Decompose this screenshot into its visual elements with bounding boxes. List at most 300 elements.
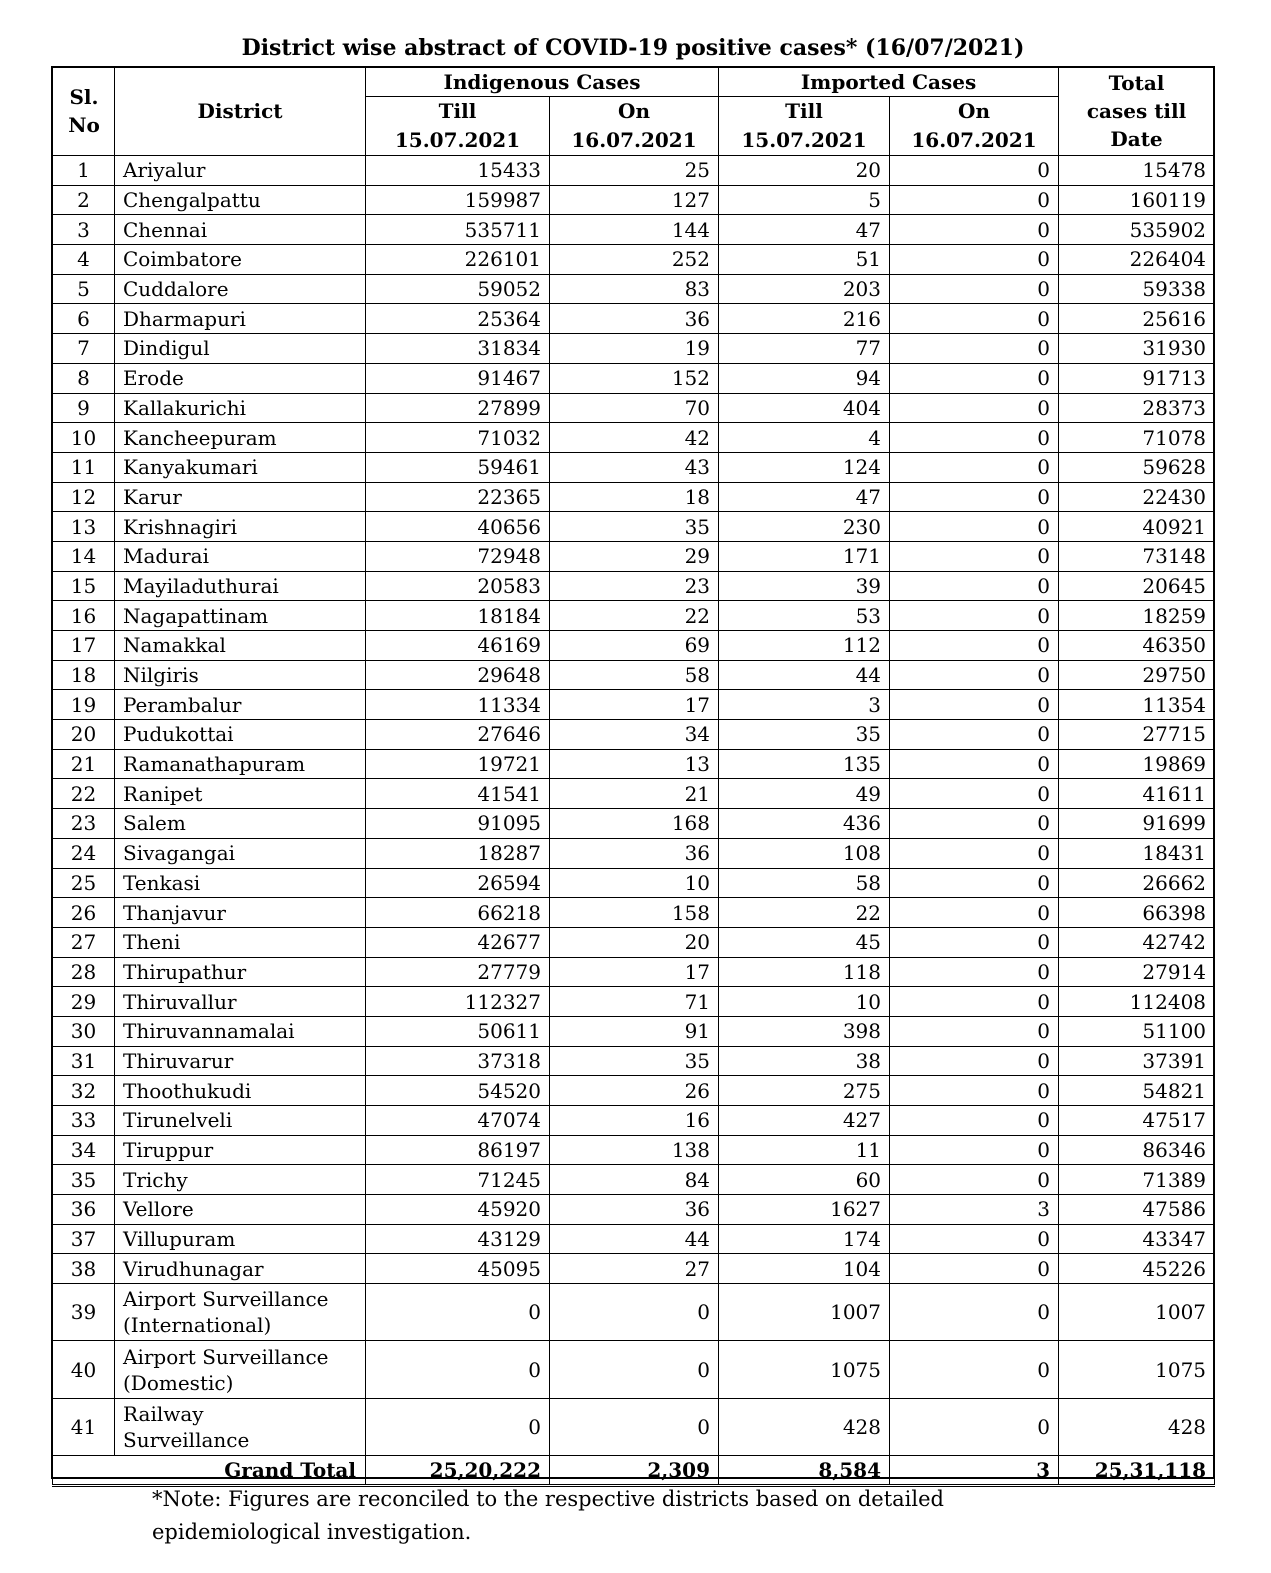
cell-indigenous-on: 83	[550, 274, 719, 304]
cell-total: 160119	[1059, 185, 1215, 215]
grand-total-total: 25,31,118	[1059, 1456, 1215, 1486]
cell-sno: 15	[53, 571, 115, 601]
table-row	[53, 334, 1215, 364]
cell-imported-on: 0	[890, 304, 1059, 334]
cell-indigenous-on: 27	[550, 1254, 719, 1284]
cell-indigenous-on: 22	[550, 601, 719, 631]
cell-indigenous-till: 15433	[366, 156, 550, 186]
grand-total-indigenous-till: 25,20,222	[366, 1456, 550, 1486]
cell-imported-till: 1007	[719, 1284, 890, 1341]
cell-total: 25616	[1059, 304, 1215, 334]
cell-district: Ranipet	[115, 779, 366, 809]
header-district: District	[115, 67, 366, 156]
cell-indigenous-on: 168	[550, 809, 719, 839]
cell-indigenous-till: 71245	[366, 1165, 550, 1195]
cell-indigenous-till: 159987	[366, 185, 550, 215]
table-row	[53, 185, 1215, 215]
cell-total: 18431	[1059, 838, 1215, 868]
cell-indigenous-on: 84	[550, 1165, 719, 1195]
cell-imported-till: 3	[719, 690, 890, 720]
cell-indigenous-till: 46169	[366, 631, 550, 661]
cell-sno: 25	[53, 868, 115, 898]
cell-imported-till: 45	[719, 927, 890, 957]
cell-imported-till: 53	[719, 601, 890, 631]
table-row	[53, 1341, 1215, 1398]
cell-total: 112408	[1059, 987, 1215, 1017]
cell-imported-on: 0	[890, 1224, 1059, 1254]
page-title: District wise abstract of COVID-19 positive cases* (16/07/2021)	[241, 35, 1025, 61]
cell-sno: 39	[53, 1284, 115, 1341]
cell-indigenous-till: 22365	[366, 482, 550, 512]
cell-indigenous-till: 20583	[366, 571, 550, 601]
cell-total: 71389	[1059, 1165, 1215, 1195]
cell-total: 86346	[1059, 1135, 1215, 1165]
district-line-1: Airport Surveillance	[123, 1344, 329, 1369]
table-row	[53, 987, 1215, 1017]
cell-total: 27914	[1059, 957, 1215, 987]
table-row	[53, 660, 1215, 690]
cell-indigenous-till: 26594	[366, 868, 550, 898]
table-row	[53, 720, 1215, 750]
cell-sno: 6	[53, 304, 115, 334]
cell-district: Villupuram	[115, 1224, 366, 1254]
cell-imported-till: 404	[719, 393, 890, 423]
cell-imported-till: 216	[719, 304, 890, 334]
cell-imported-on: 0	[890, 868, 1059, 898]
cell-total: 45226	[1059, 1254, 1215, 1284]
cell-total: 26662	[1059, 868, 1215, 898]
cell-total: 20645	[1059, 571, 1215, 601]
cell-district: Dindigul	[115, 334, 366, 364]
table-row	[53, 927, 1215, 957]
cell-total: 11354	[1059, 690, 1215, 720]
header-total	[1059, 67, 1215, 156]
table-row	[53, 571, 1215, 601]
cell-district: Kanyakumari	[115, 452, 366, 482]
cell-indigenous-on: 18	[550, 482, 719, 512]
cell-imported-on: 0	[890, 1135, 1059, 1165]
cell-district: Pudukottai	[115, 720, 366, 750]
cell-total: 15478	[1059, 156, 1215, 186]
cell-district: Ariyalur	[115, 156, 366, 186]
cell-imported-on: 0	[890, 185, 1059, 215]
cell-indigenous-till: 226101	[366, 245, 550, 275]
cell-imported-on: 0	[890, 720, 1059, 750]
cell-sno: 22	[53, 779, 115, 809]
cell-indigenous-till: 27899	[366, 393, 550, 423]
cell-indigenous-on: 127	[550, 185, 719, 215]
cell-indigenous-till: 27646	[366, 720, 550, 750]
header-imported: Imported Cases	[719, 67, 1059, 97]
cell-imported-till: 124	[719, 452, 890, 482]
cell-total: 59628	[1059, 452, 1215, 482]
cell-imported-till: 428	[719, 1398, 890, 1455]
grand-total-imported-on: 3	[890, 1456, 1059, 1486]
cell-imported-till: 4	[719, 423, 890, 453]
cell-indigenous-till: 11334	[366, 690, 550, 720]
table-row	[53, 156, 1215, 186]
cell-district: Thoothukudi	[115, 1076, 366, 1106]
cell-indigenous-on: 10	[550, 868, 719, 898]
cell-imported-on: 0	[890, 1398, 1059, 1455]
cell-district: Dharmapuri	[115, 304, 366, 334]
cell-district: Erode	[115, 363, 366, 393]
table-row	[53, 1224, 1215, 1254]
cell-total: 37391	[1059, 1046, 1215, 1076]
header-imp-on-date: 16.07.2021	[890, 125, 1059, 156]
cell-indigenous-on: 23	[550, 571, 719, 601]
cell-imported-till: 108	[719, 838, 890, 868]
cell-indigenous-till: 50611	[366, 1016, 550, 1046]
cell-district	[115, 1284, 366, 1341]
cell-total: 51100	[1059, 1016, 1215, 1046]
table-row	[53, 363, 1215, 393]
cell-indigenous-till: 40656	[366, 512, 550, 542]
cell-sno: 32	[53, 1076, 115, 1106]
cell-sno: 18	[53, 660, 115, 690]
header-sno	[53, 67, 115, 156]
header-ind-on-date: 16.07.2021	[550, 125, 719, 156]
cell-sno: 35	[53, 1165, 115, 1195]
cell-total: 46350	[1059, 631, 1215, 661]
cell-imported-on: 0	[890, 482, 1059, 512]
cell-imported-on: 0	[890, 809, 1059, 839]
grand-total-label: Grand Total	[53, 1456, 366, 1486]
cell-imported-till: 275	[719, 1076, 890, 1106]
cell-total: 66398	[1059, 898, 1215, 928]
cell-sno: 12	[53, 482, 115, 512]
cell-indigenous-till: 47074	[366, 1106, 550, 1136]
cell-imported-on: 3	[890, 1195, 1059, 1225]
table-row	[53, 452, 1215, 482]
cell-sno: 3	[53, 215, 115, 245]
cell-imported-on: 0	[890, 957, 1059, 987]
cell-indigenous-till: 41541	[366, 779, 550, 809]
table-row	[53, 749, 1215, 779]
cell-imported-on: 0	[890, 1165, 1059, 1195]
table-row	[53, 631, 1215, 661]
cell-imported-on: 0	[890, 1284, 1059, 1341]
table-body	[53, 156, 1215, 1486]
header-ind-till-date: 15.07.2021	[366, 125, 550, 156]
cell-indigenous-on: 0	[550, 1341, 719, 1398]
table-row	[53, 423, 1215, 453]
cell-indigenous-till: 91095	[366, 809, 550, 839]
table-row	[53, 304, 1215, 334]
cell-total: 535902	[1059, 215, 1215, 245]
cell-sno: 41	[53, 1398, 115, 1455]
table-row	[53, 1284, 1215, 1341]
table-row	[53, 690, 1215, 720]
cell-district: Thiruvallur	[115, 987, 366, 1017]
table-row	[53, 898, 1215, 928]
cell-total: 91713	[1059, 363, 1215, 393]
cell-total: 1075	[1059, 1341, 1215, 1398]
cell-total: 1007	[1059, 1284, 1215, 1341]
cell-sno: 7	[53, 334, 115, 364]
cell-imported-till: 1627	[719, 1195, 890, 1225]
cell-indigenous-till: 0	[366, 1284, 550, 1341]
cell-total: 54821	[1059, 1076, 1215, 1106]
cell-total: 41611	[1059, 779, 1215, 809]
cell-indigenous-till: 25364	[366, 304, 550, 334]
cell-district: Theni	[115, 927, 366, 957]
cell-district: Nagapattinam	[115, 601, 366, 631]
cell-indigenous-till: 66218	[366, 898, 550, 928]
cell-indigenous-on: 25	[550, 156, 719, 186]
header-ind-till: Till	[366, 97, 550, 125]
cell-indigenous-on: 29	[550, 541, 719, 571]
cell-indigenous-on: 17	[550, 690, 719, 720]
cell-imported-on: 0	[890, 156, 1059, 186]
cell-indigenous-on: 19	[550, 334, 719, 364]
cell-indigenous-till: 37318	[366, 1046, 550, 1076]
cell-district: Tirunelveli	[115, 1106, 366, 1136]
cell-indigenous-on: 71	[550, 987, 719, 1017]
cell-imported-on: 0	[890, 1254, 1059, 1284]
cell-imported-till: 47	[719, 482, 890, 512]
table-row	[53, 1254, 1215, 1284]
cell-imported-till: 436	[719, 809, 890, 839]
cell-imported-till: 174	[719, 1224, 890, 1254]
cell-indigenous-till: 31834	[366, 334, 550, 364]
cell-sno: 16	[53, 601, 115, 631]
table-row	[53, 601, 1215, 631]
grand-total-imported-till: 8,584	[719, 1456, 890, 1486]
cell-indigenous-till: 29648	[366, 660, 550, 690]
district-line-1: Airport Surveillance	[123, 1287, 329, 1312]
cell-indigenous-on: 20	[550, 927, 719, 957]
cell-imported-on: 0	[890, 601, 1059, 631]
cell-sno: 24	[53, 838, 115, 868]
cell-indigenous-on: 252	[550, 245, 719, 275]
cell-district: Krishnagiri	[115, 512, 366, 542]
cell-indigenous-on: 152	[550, 363, 719, 393]
cell-district: Kancheepuram	[115, 423, 366, 453]
cell-imported-on: 0	[890, 452, 1059, 482]
cell-indigenous-till: 45920	[366, 1195, 550, 1225]
cell-sno: 38	[53, 1254, 115, 1284]
cell-total: 47517	[1059, 1106, 1215, 1136]
cell-imported-till: 1075	[719, 1341, 890, 1398]
grand-total-indigenous-on: 2,309	[550, 1456, 719, 1486]
header-imp-till-date: 15.07.2021	[719, 125, 890, 156]
cell-total: 428	[1059, 1398, 1215, 1455]
cell-indigenous-on: 36	[550, 838, 719, 868]
table-row	[53, 1046, 1215, 1076]
cell-sno: 28	[53, 957, 115, 987]
grand-total-row	[53, 1456, 1215, 1486]
cell-sno: 37	[53, 1224, 115, 1254]
table-row	[53, 838, 1215, 868]
cell-imported-till: 118	[719, 957, 890, 987]
cell-sno: 5	[53, 274, 115, 304]
cell-indigenous-on: 26	[550, 1076, 719, 1106]
cell-sno: 33	[53, 1106, 115, 1136]
table-row	[53, 1165, 1215, 1195]
cell-imported-on: 0	[890, 245, 1059, 275]
cell-district: Virudhunagar	[115, 1254, 366, 1284]
cell-total: 31930	[1059, 334, 1215, 364]
cell-indigenous-on: 0	[550, 1398, 719, 1455]
table-row	[53, 1106, 1215, 1136]
table-row	[53, 1398, 1215, 1455]
header-ind-on: On	[550, 97, 719, 125]
cell-indigenous-till: 535711	[366, 215, 550, 245]
cell-district: Nilgiris	[115, 660, 366, 690]
cell-district: Tiruppur	[115, 1135, 366, 1165]
cell-sno: 17	[53, 631, 115, 661]
cell-indigenous-till: 71032	[366, 423, 550, 453]
cell-total: 18259	[1059, 601, 1215, 631]
cell-indigenous-on: 42	[550, 423, 719, 453]
footnote-line-1: *Note: Figures are reconciled to the respective districts based on detailed	[152, 1487, 944, 1511]
table-row	[53, 1195, 1215, 1225]
cell-sno: 14	[53, 541, 115, 571]
table-row	[53, 245, 1215, 275]
cell-imported-on: 0	[890, 363, 1059, 393]
cell-imported-till: 10	[719, 987, 890, 1017]
cell-sno: 31	[53, 1046, 115, 1076]
cell-indigenous-till: 112327	[366, 987, 550, 1017]
cell-imported-till: 77	[719, 334, 890, 364]
cell-district: Sivagangai	[115, 838, 366, 868]
table-row	[53, 482, 1215, 512]
cell-district: Karur	[115, 482, 366, 512]
cell-sno: 34	[53, 1135, 115, 1165]
cell-indigenous-on: 158	[550, 898, 719, 928]
cell-imported-on: 0	[890, 541, 1059, 571]
cell-district: Salem	[115, 809, 366, 839]
cell-total: 40921	[1059, 512, 1215, 542]
district-line-1: Railway	[123, 1401, 204, 1426]
cell-indigenous-till: 43129	[366, 1224, 550, 1254]
cell-imported-till: 104	[719, 1254, 890, 1284]
cell-sno: 40	[53, 1341, 115, 1398]
cell-imported-on: 0	[890, 512, 1059, 542]
cell-imported-on: 0	[890, 1341, 1059, 1398]
table-row	[53, 1076, 1215, 1106]
cell-imported-till: 11	[719, 1135, 890, 1165]
cell-district: Thiruvarur	[115, 1046, 366, 1076]
cell-indigenous-on: 36	[550, 304, 719, 334]
cell-district: Thanjavur	[115, 898, 366, 928]
cell-total: 73148	[1059, 541, 1215, 571]
header-sno-label: Sl. No	[68, 85, 100, 137]
cell-imported-till: 135	[719, 749, 890, 779]
cell-sno: 11	[53, 452, 115, 482]
cell-imported-on: 0	[890, 927, 1059, 957]
cell-imported-till: 203	[719, 274, 890, 304]
cell-sno: 36	[53, 1195, 115, 1225]
cell-indigenous-on: 70	[550, 393, 719, 423]
cell-total: 28373	[1059, 393, 1215, 423]
cell-district: Ramanathapuram	[115, 749, 366, 779]
cell-total: 22430	[1059, 482, 1215, 512]
cell-imported-on: 0	[890, 1016, 1059, 1046]
cell-imported-till: 38	[719, 1046, 890, 1076]
table-row	[53, 1135, 1215, 1165]
cell-imported-on: 0	[890, 690, 1059, 720]
cell-imported-till: 20	[719, 156, 890, 186]
header-indigenous: Indigenous Cases	[366, 67, 719, 97]
table-row	[53, 274, 1215, 304]
cell-indigenous-on: 91	[550, 1016, 719, 1046]
cell-indigenous-on: 34	[550, 720, 719, 750]
cell-indigenous-on: 69	[550, 631, 719, 661]
cell-indigenous-on: 35	[550, 512, 719, 542]
cell-imported-till: 112	[719, 631, 890, 661]
cell-indigenous-on: 43	[550, 452, 719, 482]
cell-indigenous-on: 144	[550, 215, 719, 245]
cell-indigenous-till: 72948	[366, 541, 550, 571]
table-row	[53, 957, 1215, 987]
cell-total: 27715	[1059, 720, 1215, 750]
cell-indigenous-till: 86197	[366, 1135, 550, 1165]
cell-total: 59338	[1059, 274, 1215, 304]
table-row	[53, 779, 1215, 809]
table-row	[53, 868, 1215, 898]
footnote-line-2: epidemiological investigation.	[152, 1520, 472, 1544]
cell-district: Perambalur	[115, 690, 366, 720]
cell-imported-on: 0	[890, 571, 1059, 601]
cell-district: Chengalpattu	[115, 185, 366, 215]
table-row	[53, 215, 1215, 245]
cell-sno: 8	[53, 363, 115, 393]
table-row	[53, 809, 1215, 839]
table-row	[53, 512, 1215, 542]
cell-indigenous-on: 16	[550, 1106, 719, 1136]
cell-imported-till: 60	[719, 1165, 890, 1195]
cell-indigenous-till: 91467	[366, 363, 550, 393]
cell-district: Thiruvannamalai	[115, 1016, 366, 1046]
district-line-2: Surveillance	[123, 1427, 250, 1452]
cell-imported-till: 44	[719, 660, 890, 690]
cell-indigenous-on: 21	[550, 779, 719, 809]
cell-district: Vellore	[115, 1195, 366, 1225]
cell-imported-till: 39	[719, 571, 890, 601]
cell-imported-till: 58	[719, 868, 890, 898]
cell-district: Madurai	[115, 541, 366, 571]
cell-imported-till: 49	[719, 779, 890, 809]
cell-sno: 19	[53, 690, 115, 720]
cell-total: 29750	[1059, 660, 1215, 690]
cell-indigenous-till: 42677	[366, 927, 550, 957]
cell-indigenous-on: 17	[550, 957, 719, 987]
header-total-label: Total cases till Date	[1086, 71, 1187, 151]
cell-district: Kallakurichi	[115, 393, 366, 423]
cell-indigenous-till: 45095	[366, 1254, 550, 1284]
cell-district: Coimbatore	[115, 245, 366, 275]
covid-cases-table	[52, 66, 1215, 1487]
cell-imported-on: 0	[890, 1046, 1059, 1076]
cell-imported-on: 0	[890, 393, 1059, 423]
cell-imported-on: 0	[890, 631, 1059, 661]
cell-imported-till: 51	[719, 245, 890, 275]
cell-sno: 9	[53, 393, 115, 423]
cell-imported-till: 5	[719, 185, 890, 215]
table-header	[53, 67, 1215, 156]
table-row	[53, 1016, 1215, 1046]
cell-imported-till: 171	[719, 541, 890, 571]
footnote	[152, 1483, 1132, 1549]
cell-district	[115, 1341, 366, 1398]
cell-district: Cuddalore	[115, 274, 366, 304]
cell-indigenous-till: 18184	[366, 601, 550, 631]
cell-imported-till: 427	[719, 1106, 890, 1136]
table-row	[53, 393, 1215, 423]
cell-indigenous-till: 0	[366, 1398, 550, 1455]
